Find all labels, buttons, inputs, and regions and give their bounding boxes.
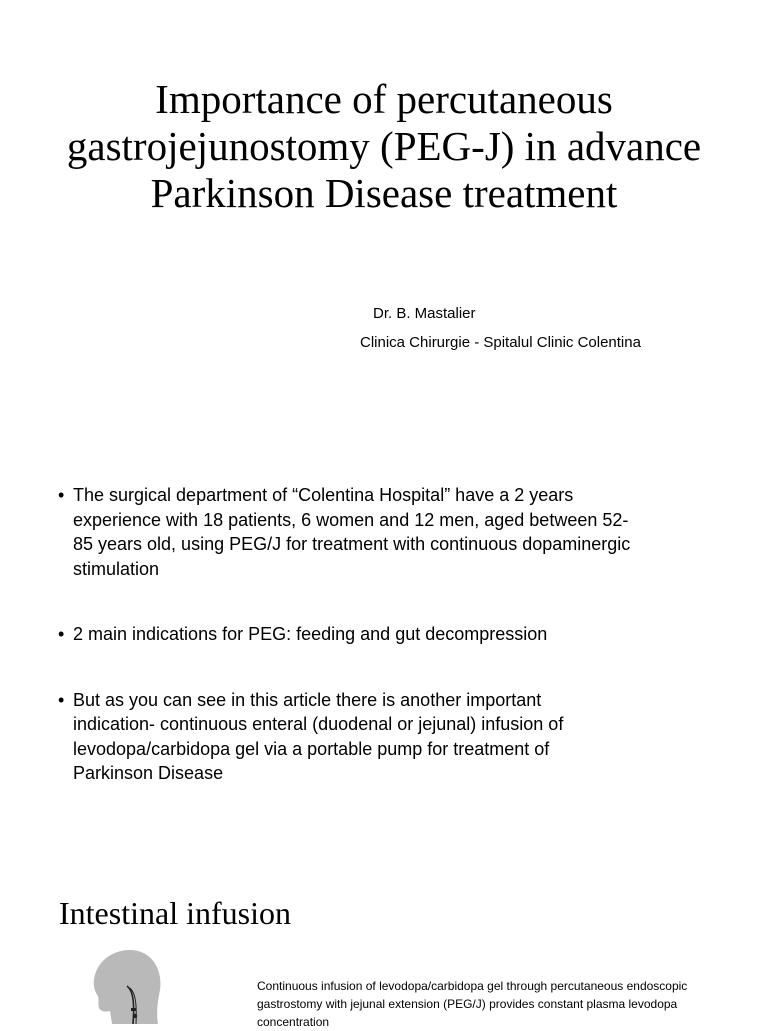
caption-line: Continuous infusion of levodopa/carbidopa gel through percutaneous endoscopic [257, 979, 688, 993]
bullet-item [58, 483, 720, 581]
bullet-line: 85 years old, using PEG/J for treatment with continuous dopaminergic [73, 534, 631, 554]
bullet-line: • The surgical department of “Colentina Hospital” have a 2 years [73, 485, 574, 505]
bullet-line: • But as you can see in this article there is another important [73, 689, 542, 710]
section-title: Intestinal infusion [59, 895, 291, 931]
bullet-line: • 2 main indications for PEG: feeding and gut decompression [73, 624, 548, 644]
title-line: Importance of percutaneous [155, 76, 613, 122]
bullet-item [58, 688, 720, 786]
slide-title [14, 76, 754, 217]
bullet-line: levodopa/carbidopa gel via a portable pump for treatment of [73, 738, 550, 759]
caption-line: gastrostomy with jejunal extension (PEG/J) provides constant plasma levodopa [257, 997, 678, 1011]
title-line: gastrojejunostomy (PEG-J) in advance [66, 123, 702, 169]
caption-line: concentration [257, 1015, 330, 1029]
figure-caption [257, 977, 747, 1031]
bullet-line: indication- continuous enteral (duodenal or jejunal) infusion of [73, 714, 564, 734]
bullet-list [58, 483, 720, 827]
author-affiliation: Clinica Chirurgie - Spitalul Clinic Colentina [360, 334, 641, 351]
bullet-line: Parkinson Disease [73, 763, 224, 783]
bullet-line: experience with 18 patients, 6 women and 12 men, aged between 52- [73, 509, 629, 530]
bullet-item [58, 622, 720, 647]
title-line: Parkinson Disease treatment [150, 170, 618, 216]
author-name: Dr. B. Mastalier [373, 305, 476, 322]
head-silhouette-icon [86, 946, 176, 1024]
bullet-line: stimulation [73, 558, 160, 579]
